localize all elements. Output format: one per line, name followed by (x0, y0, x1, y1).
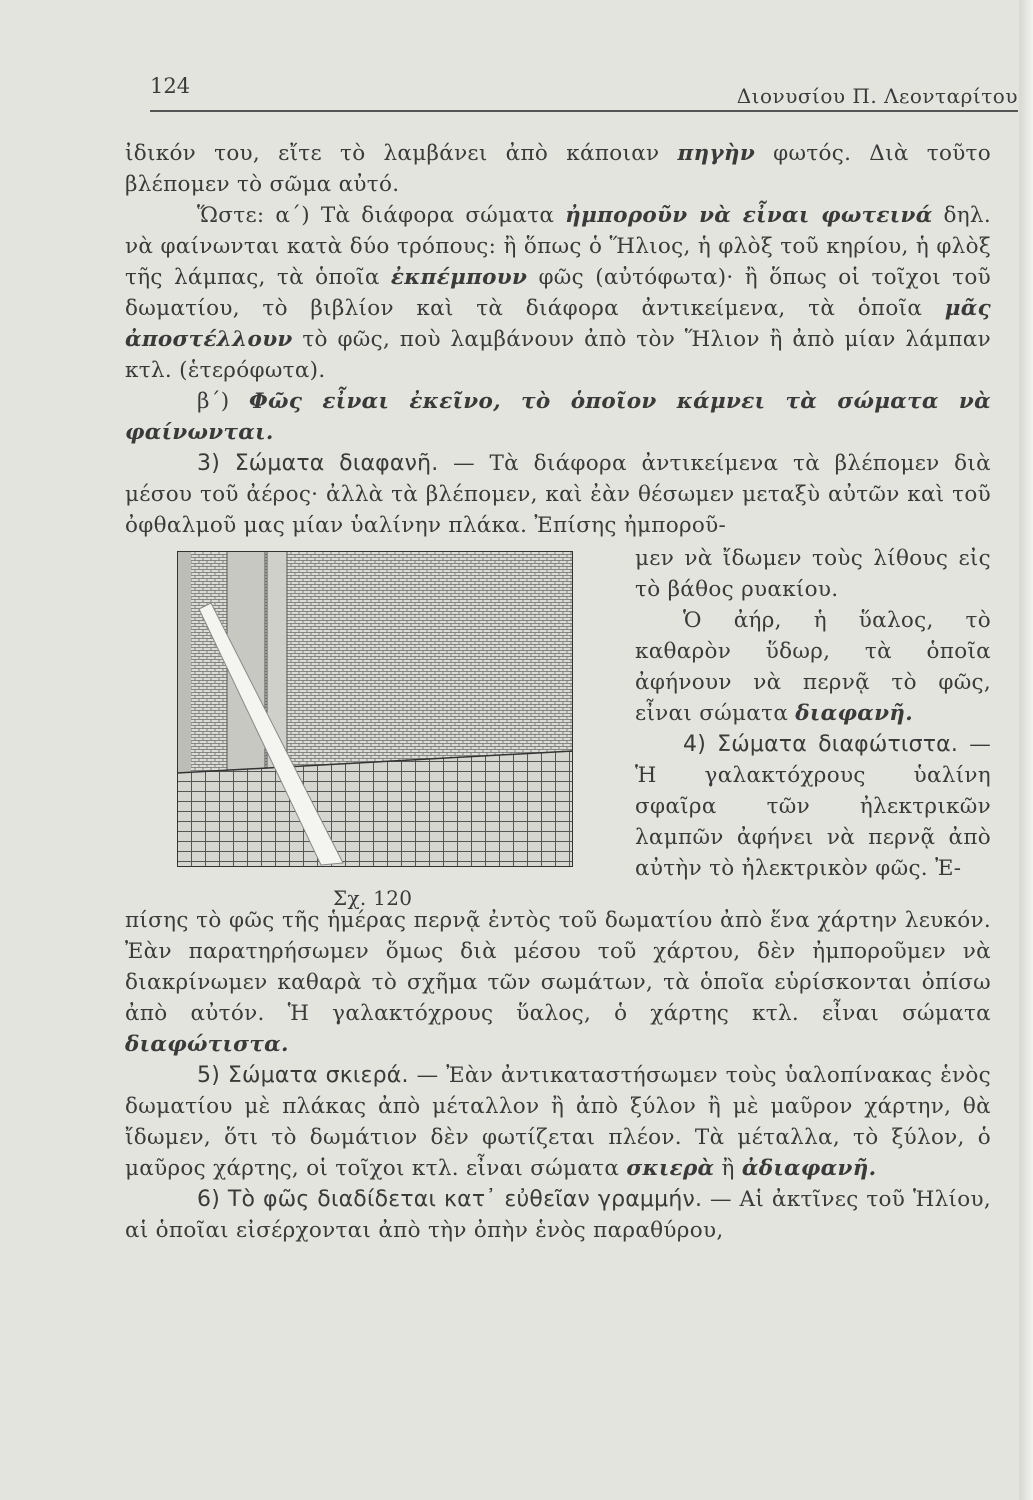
section-heading: 3) Σώματα διαφανῆ. (197, 451, 439, 476)
text: — Αἱ ἀκτῖνες τοῦ Ἡλίου, αἱ ὁποῖαι εἰσέρχονται ἀπὸ τὴν ὀπὴν ἑνὸς παραθύρου, (125, 1187, 991, 1243)
paragraph-7 (125, 1184, 991, 1246)
side-column (635, 543, 991, 905)
section-heading: 4) Σώματα διαφώτιστα. (683, 732, 959, 757)
text: β΄) (197, 389, 250, 414)
section-heading: 6) Τὸ φῶς διαδίδεται κατ᾽ εὐθεῖαν γραμμήν. (197, 1187, 703, 1212)
emphasis: ἐκπέμπουν (390, 265, 528, 290)
paragraph-5 (125, 905, 991, 1060)
text: πίσης τὸ φῶς τῆς ἡμέρας περνᾷ ἐντὸς τοῦ δωματίου ἀπὸ ἕνα χάρτην λευκόν. Ἐὰν παρατηρήσωμεν ὅμως διὰ μέσου τοῦ χάρτου, δὲν ἠμποροῦμεν νὰ διακρίνωμεν καθαρὰ τὸ σχῆμα τῶν σωμάτων, τὰ ὁποῖα εὑρίσκονται ὀπίσω ἀπὸ αὐτόν. Ἡ γαλακτόχρους ὕαλος, ὁ χάρτης κτλ. εἶναι σώματα (125, 908, 991, 1026)
figure (125, 543, 605, 910)
page-edge (1019, 0, 1033, 1500)
text: τὸ φῶς, ποὺ λαμβάνουν ἀπὸ τὸν Ἥλιον ἢ ἀπὸ μίαν λάμπαν κτλ. (ἑτερόφωτα). (125, 327, 991, 383)
emphasis: διαφώτιστα. (125, 1032, 289, 1057)
emphasis: Φῶς εἶναι ἐκεῖνο, τὸ ὁποῖον κάμνει τὰ σώματα νὰ φαίνωνται. (125, 389, 991, 445)
side-paragraph-3 (635, 729, 991, 884)
text: Ὥστε: α΄) Τὰ διάφορα σώματα (197, 203, 566, 228)
paragraph-4 (125, 448, 991, 541)
emphasis: ἠμποροῦν νὰ εἶναι φωτεινά (565, 203, 933, 228)
running-head: Διονυσίου Π. Λεονταρίτου (736, 84, 1018, 108)
text: ἢ (714, 1156, 742, 1181)
text: ἰδικόν του, εἴτε τὸ λαμβάνει ἀπὸ κάποιαν (125, 141, 678, 166)
emphasis: ἀδιαφανῆ. (741, 1156, 877, 1181)
text: — Ἐὰν ἀντικαταστήσωμεν τοὺς ὑαλοπίνακας ἑνὸς δωματίου μὲ πλάκας ἀπὸ μέταλλον ἢ ἀπὸ ξύλον ἢ μὲ μαῦρον χάρτην, θὰ ἴδωμεν, ὅτι τὸ δωμάτιον δὲν φωτίζεται πλέον. Τὰ μέταλλα, τὸ ξύλον, ὁ μαῦρος χάρτης, οἱ τοῖχοι κτλ. εἶναι σώματα (125, 1063, 991, 1181)
text: — Ἡ γαλακτόχρους ὑαλίνη σφαῖρα τῶν ἠλεκτρικῶν λαμπῶν ἀφήνει νὰ περνᾷ ἀπὸ αὐτὴν τὸ ἠλεκτρικὸν φῶς. Ἐ- (635, 732, 991, 881)
emphasis: μᾶς ἀποστέλλουν (125, 296, 991, 352)
paragraph-6 (125, 1060, 991, 1184)
emphasis: σκιερὰ (626, 1156, 715, 1181)
figure-caption: Σχ. 120 (333, 886, 413, 910)
paragraph-3 (125, 386, 991, 448)
emphasis: διαφανῆ. (795, 701, 914, 726)
page-body (125, 138, 991, 1246)
text: Ὁ ἀήρ, ἡ ὕαλος, τὸ καθαρὸν ὕδωρ, τὰ ὁποῖα ἀφήνουν νὰ περνᾷ τὸ φῶς, εἶναι σώματα (635, 608, 991, 726)
text: δηλ. νὰ φαίνωνται κατὰ δύο τρόπους: ἢ ὅπως ὁ Ἥλιος, ἡ φλὸξ τοῦ κηρίου, ἡ φλὸξ τῆς λάμπας, τὰ ὁποῖα (125, 203, 991, 290)
side-paragraph-1: μεν νὰ ἴδωμεν τοὺς λίθους εἰς τὸ βάθος ρυακίου. (635, 546, 991, 602)
side-paragraph-2 (635, 605, 991, 729)
text: — Τὰ διάφορα ἀντικείμενα τὰ βλέπομεν διὰ μέσου τοῦ ἀέρος· ἀλλὰ τὰ βλέπομεν, καὶ ἐὰν θέσωμεν μεταξὺ αὐτῶν καὶ τοῦ ὀφθαλμοῦ μας μίαν ὑαλίνην πλάκα. Ἐπίσης ἠμποροῦ- (125, 451, 991, 538)
text: φωτός. Διὰ τοῦτο βλέπομεν τὸ σῶμα αὐτό. (125, 141, 991, 197)
emphasis: πηγὴν (677, 141, 756, 166)
figure-row (125, 543, 991, 910)
page-header (150, 70, 1018, 112)
page-number: 124 (150, 74, 191, 98)
paragraph-2 (125, 200, 991, 386)
paragraph-1 (125, 138, 991, 200)
light-beam-illustration (177, 551, 573, 867)
section-heading: 5) Σώματα σκιερά. (197, 1063, 409, 1088)
text: φῶς (αὐτόφωτα)· ἢ ὅπως οἱ τοῖχοι τοῦ δωματίου, τὸ βιβλίον καὶ τὰ διάφορα ἀντικείμενα, τὰ ὁποῖα (125, 265, 991, 321)
